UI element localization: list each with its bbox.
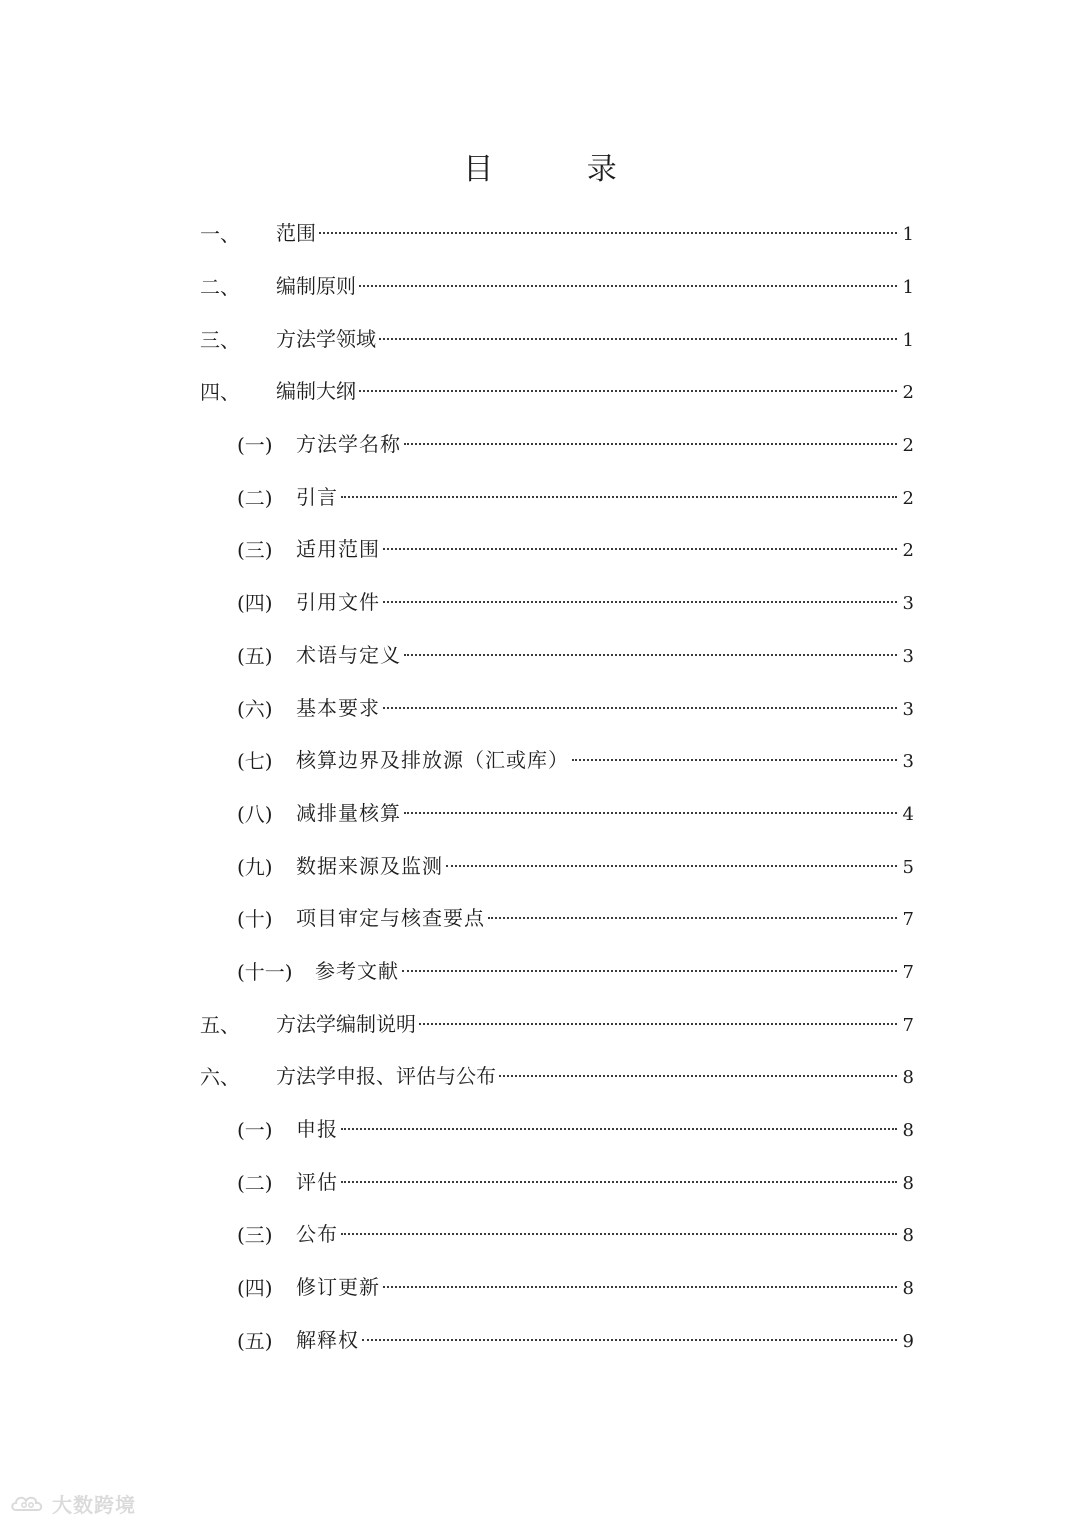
toc-entry-line <box>296 694 914 724</box>
toc-entry-page-number: 5 <box>902 856 914 878</box>
toc-entry-label: 修订更新 <box>296 1275 380 1300</box>
toc-entry-page-number: 2 <box>902 540 914 562</box>
dot-leader <box>341 1233 897 1235</box>
toc-entry-number: 五、 <box>200 1012 240 1037</box>
toc-entry <box>0 998 1080 1051</box>
watermark <box>10 1489 136 1518</box>
toc-entry-line <box>296 746 914 776</box>
toc-entry <box>0 524 1080 577</box>
toc-entry-page-number: 2 <box>902 382 914 404</box>
toc-entry-label: 引言 <box>296 484 338 509</box>
toc-entry-label: 申报 <box>296 1117 338 1142</box>
toc-entry-page-number: 3 <box>902 698 914 720</box>
dot-leader <box>499 1075 897 1077</box>
toc-entry-line <box>296 430 914 460</box>
toc-entry-line <box>276 272 914 302</box>
dot-leader <box>419 1023 897 1025</box>
toc-entry-label: 范围 <box>276 221 316 246</box>
dot-leader <box>379 338 897 340</box>
toc-entry <box>0 840 1080 893</box>
toc-entry-page-number: 7 <box>902 961 914 983</box>
toc-entry-number: 二、 <box>200 275 240 300</box>
toc-entry-number: (三) <box>237 538 273 563</box>
toc-entry-label: 引用文件 <box>296 590 380 615</box>
dot-leader <box>383 707 897 709</box>
dot-leader <box>341 1181 897 1183</box>
toc-entry-number: (十一) <box>237 959 293 984</box>
dot-leader <box>319 232 897 234</box>
toc-entry <box>0 1314 1080 1367</box>
toc-entry-number: (十) <box>237 907 273 932</box>
toc-entry-label: 核算边界及排放源（汇或库） <box>296 748 569 773</box>
toc-entry-page-number: 1 <box>902 277 914 299</box>
toc-entry-label: 公布 <box>296 1222 338 1247</box>
toc-entry-number: (三) <box>237 1223 273 1248</box>
toc-entry-page-number: 8 <box>902 1225 914 1247</box>
toc-entry-line <box>276 1010 914 1040</box>
toc-entry-line <box>296 904 914 934</box>
toc-entry-page-number: 7 <box>902 909 914 931</box>
toc-entry-label: 解释权 <box>296 1327 359 1352</box>
toc-entry-number: (五) <box>237 643 273 668</box>
toc-entry <box>0 419 1080 472</box>
toc-entry <box>0 366 1080 419</box>
toc-entry-label: 方法学申报、评估与公布 <box>276 1064 496 1089</box>
toc-entry-label: 编制原则 <box>276 274 356 299</box>
toc-entry-number: (二) <box>237 1170 273 1195</box>
toc-entry-page-number: 1 <box>902 329 914 351</box>
toc-entry-page-number: 2 <box>902 435 914 457</box>
toc-entry-label: 参考文献 <box>315 958 399 983</box>
dot-leader <box>383 1286 897 1288</box>
cloud-logo-icon <box>10 1493 48 1515</box>
toc-entry-page-number: 8 <box>902 1120 914 1142</box>
toc-entry <box>0 630 1080 683</box>
dot-leader <box>404 812 897 814</box>
toc-entry-label: 编制大纲 <box>276 379 356 404</box>
dot-leader <box>383 601 897 603</box>
toc-entry <box>0 788 1080 841</box>
toc-entry-line <box>296 1115 914 1145</box>
toc-entry-number: 四、 <box>200 380 240 405</box>
toc-entry <box>0 313 1080 366</box>
toc-entry-line <box>296 641 914 671</box>
toc-entry-line <box>276 219 914 249</box>
toc-entry-number: (一) <box>237 433 273 458</box>
dot-leader <box>341 1128 897 1130</box>
toc-entry-line <box>296 535 914 565</box>
watermark-text: 大数跨境 <box>52 1493 136 1517</box>
toc-entry-label: 方法学名称 <box>296 432 401 457</box>
toc-entry <box>0 1156 1080 1209</box>
dot-leader <box>404 443 897 445</box>
toc-entry-line <box>276 1062 914 1092</box>
toc-entry-line <box>296 1273 914 1303</box>
toc-entry-label: 基本要求 <box>296 695 380 720</box>
toc-entry-label: 数据来源及监测 <box>296 853 443 878</box>
toc-entry-line <box>296 1220 914 1250</box>
toc-entry-number: (四) <box>237 591 273 616</box>
dot-leader <box>446 865 897 867</box>
toc-entry-line <box>296 852 914 882</box>
dot-leader <box>404 654 897 656</box>
toc-entry-page-number: 3 <box>902 645 914 667</box>
toc-entry-label: 适用范围 <box>296 537 380 562</box>
toc-entry-number: (七) <box>237 749 273 774</box>
dot-leader <box>402 970 897 972</box>
toc-entry <box>0 735 1080 788</box>
dot-leader <box>362 1339 897 1341</box>
toc-entry <box>0 471 1080 524</box>
toc-entry-number: (五) <box>237 1328 273 1353</box>
toc-entry-number: 六、 <box>200 1065 240 1090</box>
toc-entry-label: 项目审定与核查要点 <box>296 906 485 931</box>
toc-entry-label: 方法学领域 <box>276 326 376 351</box>
dot-leader <box>341 496 897 498</box>
table-of-contents <box>0 208 1080 1367</box>
toc-entry-page-number: 8 <box>902 1278 914 1300</box>
toc-entry <box>0 1262 1080 1315</box>
toc-entry-number: (四) <box>237 1276 273 1301</box>
toc-entry <box>0 946 1080 999</box>
toc-entry-line <box>276 377 914 407</box>
toc-entry-number: 一、 <box>200 222 240 247</box>
toc-entry-label: 减排量核算 <box>296 800 401 825</box>
toc-entry-line <box>296 799 914 829</box>
toc-entry-line <box>276 325 914 355</box>
toc-entry-page-number: 3 <box>902 751 914 773</box>
toc-entry <box>0 208 1080 261</box>
toc-entry-page-number: 4 <box>902 803 914 825</box>
toc-entry-page-number: 1 <box>902 224 914 246</box>
toc-entry-line <box>296 1168 914 1198</box>
toc-entry <box>0 261 1080 314</box>
toc-entry-label: 评估 <box>296 1169 338 1194</box>
toc-entry-label: 方法学编制说明 <box>276 1011 416 1036</box>
toc-entry-page-number: 7 <box>902 1014 914 1036</box>
toc-entry-number: (二) <box>237 485 273 510</box>
toc-entry <box>0 893 1080 946</box>
toc-entry-line <box>315 957 914 987</box>
toc-entry-line <box>296 483 914 513</box>
dot-leader <box>359 390 897 392</box>
toc-entry <box>0 1051 1080 1104</box>
toc-entry-page-number: 9 <box>902 1330 914 1352</box>
toc-entry-line <box>296 1326 914 1356</box>
toc-entry-line <box>296 588 914 618</box>
toc-entry-page-number: 8 <box>902 1067 914 1089</box>
toc-entry-label: 术语与定义 <box>296 642 401 667</box>
toc-entry <box>0 1209 1080 1262</box>
toc-entry-number: (一) <box>237 1118 273 1143</box>
dot-leader <box>383 548 897 550</box>
toc-entry-number: (八) <box>237 801 273 826</box>
toc-entry-page-number: 8 <box>902 1172 914 1194</box>
toc-entry-number: (九) <box>237 854 273 879</box>
toc-entry <box>0 577 1080 630</box>
toc-entry-number: (六) <box>237 696 273 721</box>
dot-leader <box>359 285 897 287</box>
toc-entry <box>0 682 1080 735</box>
toc-entry-page-number: 2 <box>902 487 914 509</box>
page-title: 目 录 <box>463 152 659 187</box>
toc-entry-page-number: 3 <box>902 593 914 615</box>
toc-entry-number: 三、 <box>200 327 240 352</box>
toc-entry <box>0 1104 1080 1157</box>
dot-leader <box>572 759 897 761</box>
dot-leader <box>488 917 897 919</box>
